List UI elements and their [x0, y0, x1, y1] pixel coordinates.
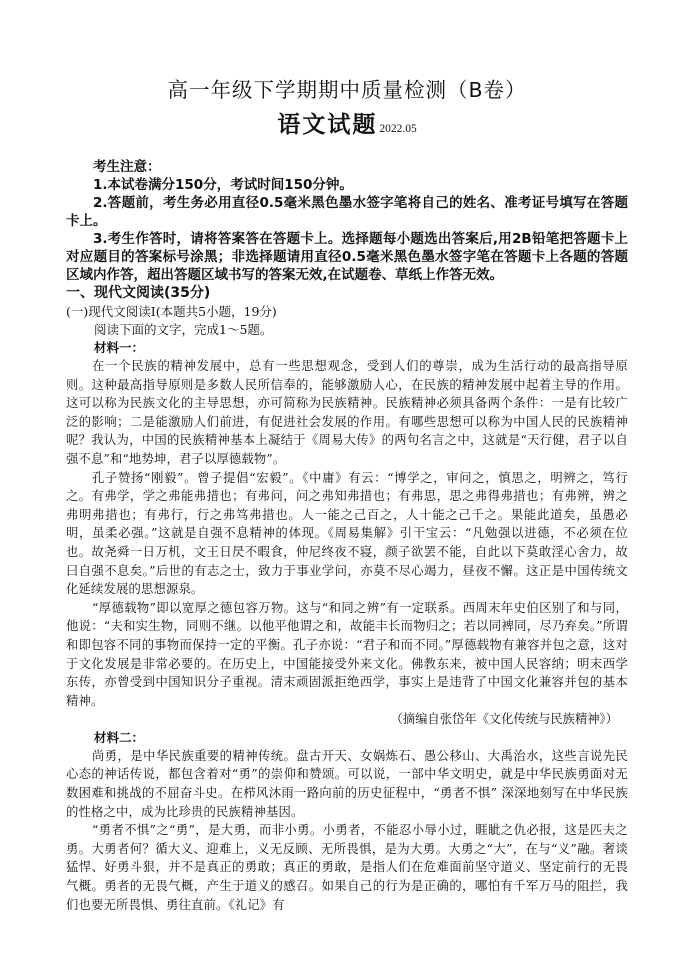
exam-title: 高一年级下学期期中质量检测（B卷） — [167, 78, 527, 102]
subsection-heading: (一)现代文阅读Ⅰ(本题共5小题，19分) — [66, 304, 277, 319]
notice-heading: 考生注意： — [93, 159, 161, 175]
section-heading: 一、现代文阅读(35分) — [66, 285, 211, 301]
notice-item: 1.本试卷满分150分，考试时间150分钟。 — [93, 177, 353, 193]
candidate-notice — [66, 158, 628, 284]
material-1-label: 材料一： — [94, 340, 145, 355]
material-2-label: 材料二： — [94, 729, 145, 745]
subject-title: 语文试题 — [277, 112, 378, 138]
notice-item: 3.考生作答时，请将答案答在答题卡上。选择题每小题选出答案后,用2B铅笔把答题卡上对应题目的答案标号涂黑；非选择题请用直径0.5毫米黑色墨水签字笔在答题卡上各题的答题区域内作答，超出答题区域书写的答案无效,在试题卷、草纸上作答无效。 — [66, 231, 628, 283]
subtitle-row — [66, 110, 628, 140]
material-1-paragraph: 在一个民族的精神发展中，总有一些思想观念，受到人们的尊崇，成为生活行动的最高指导原则。这种最高指导原则是多数人民所信奉的，能够激励人心，在民族的精神发展中起着主导的作用。这可以称为民族文化的主导思想，亦可简称为民族精神。民族精神必须具备两个条件：一是有比较广泛的影响；二是能激励人们前进，有促进社会发展的作用。有哪些思想可以称为中国人民的民族精神呢？我认为，中国的民族精神基本上凝结于《周易大传》的两句名言之中，这就是“天行健，君子以自强不息”和“地势坤，君子以厚德载物”。 — [66, 359, 628, 466]
material-2-paragraph: 尚勇，是中华民族重要的精神传统。盘古开天、女娲炼石、愚公移山、大禹治水，这些言说先民心态的神话传说，都包含着对“勇”的崇仰和赞颂。可以说，一部中华文明史，就是中华民族勇面对无数困难和挑战的不屈奋斗史。在栉风沐雨一路向前的历史征程中，“勇者不惧” 深深地刻写在中华民族的性格之中，成为比珍贵的民族精神基因。 — [66, 748, 628, 819]
material-1-paragraph: “厚德载物”即以宽厚之德包容万物。这与“和同之辨”有一定联系。西周末年史伯区别了和与同，他说：“夫和实生物，同则不继。以他平他谓之和，故能丰长而物归之；若以同裨同，尽乃弃矣。”所谓和即包容不同的事物而保持一定的平衡。孔子亦说：“君子和而不同。”厚德载物有兼容并包之意，这对于文化发展是非常必要的。在历史上，中国能接受外来文化。佛教东来，被中国人民容纳；明末西学东传，亦曾受到中国知识分子重视。清末顽固派拒绝西学，事实上是违背了中国文化兼容并包的基本精神。 — [66, 600, 628, 708]
notice-item: 2.答题前，考生务必用直径0.5毫米黑色墨水签字笔将自己的姓名、准考证号填写在答题卡上。 — [66, 195, 628, 229]
material-1-source: （摘编自张岱年《文化传统与民族精神》） — [390, 712, 618, 727]
material-2-paragraph: “勇者不惧”之“勇”，是大勇，而非小勇。小勇者，不能忍小辱小过，睚眦之仇必报，这是匹夫之勇。大勇者何？循大义、迎难上，义无反顾、无所畏惧，是为大勇。大勇之“大”，在与“义”融。奢谈猛悍、好勇斗狠，并不是真正的勇敢；真正的勇敢，是指人们在危难面前坚守道义、坚定前行的无畏气概。勇者的无畏气概，产生于道义的感召。如果自己的行为是正确的，哪怕有千军万马的阻拦，我们也要无所畏惧、勇往直前。《礼记》有 — [66, 823, 628, 912]
reading-instruction: 阅读下面的文字，完成1～5题。 — [94, 322, 273, 337]
material-1-paragraph: 孔子赞扬“刚毅”。曾子提倡“宏毅”。《中庸》有云：“博学之，审问之，慎思之，明辨之，笃行之。有弗学，学之弗能弗措也；有弗问，问之弗知弗措也；有弗思，思之弗得弗措也；有弗辨，辨之弗明弗措也；有弗行，行之弗笃弗措也。人一能之己百之，人十能之己千之。果能此道矣，虽愚必明，虽柔必强。”这就是自强不息精神的体现。《周易集解》引干宝云：“凡勉强以进德，不必须在位也。故尧舜一日万机，文王日昃不暇食，仲尼终夜不寝，颜子欲罢不能，自此以下莫敢淫心舍力，故曰自强不息矣。”后世的有志之士，致力于事业学问，亦莫不尽心竭力，昼夜不懈。这正是中国传统文化延续发展的思想源泉。 — [66, 470, 628, 597]
exam-date: 2022.05 — [379, 123, 417, 135]
